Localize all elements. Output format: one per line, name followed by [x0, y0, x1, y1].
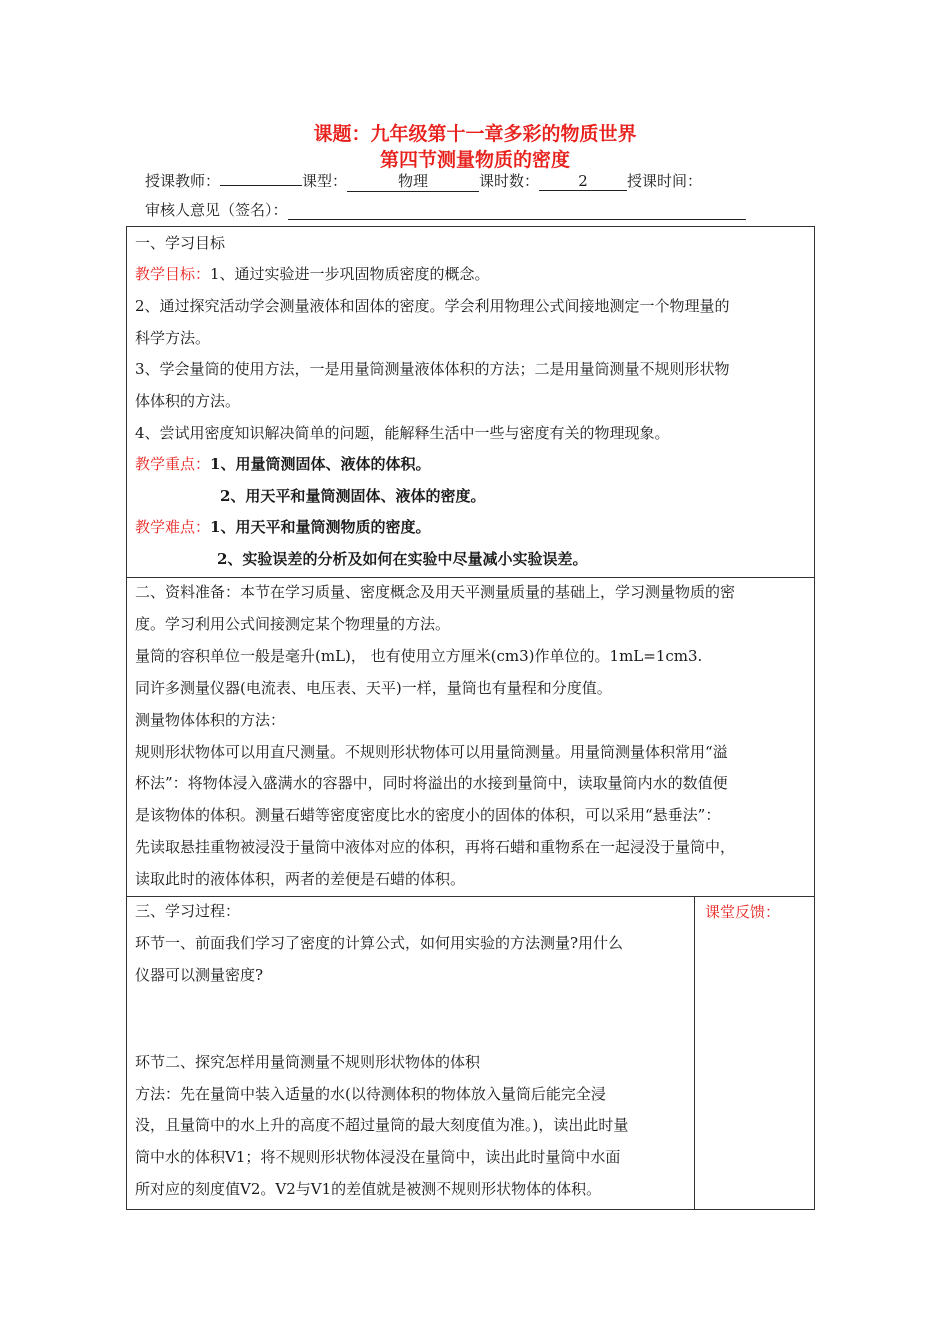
- section2-line-3: 量筒的容积单位一般是毫升(mL)， 也有使用立方厘米(cm3)作单位的。1mL=1cm3.: [135, 647, 703, 665]
- type-label: 课型：: [302, 172, 348, 190]
- goal4-line: 4、尝试用密度知识解决简单的问题，能解释生活中一些与密度有关的物理现象。: [135, 424, 670, 442]
- method-line-1: 方法：先在量筒中装入适量的水(以待测体积的物体放入量筒后能完全浸: [135, 1085, 606, 1103]
- goal3-line-b: 体体积的方法。: [135, 392, 241, 410]
- link2-line: 环节二、探究怎样用量筒测量不规则形状物体的体积: [135, 1053, 481, 1071]
- section3-heading: 三、学习过程：: [135, 902, 241, 920]
- review-row: [145, 199, 746, 220]
- section2-line-8: 是该物体的体积。测量石蜡等密度密度比水的密度小的固体的体积，可以采用“悬垂法”：: [135, 806, 721, 824]
- method-line-2: 没，且量筒中的水上升的高度不超过量筒的最大刻度值为准。)，读出此时量: [135, 1116, 629, 1134]
- hours-label: 课时数：: [479, 172, 540, 190]
- goal2-line-a: 2、通过探究活动学会测量液体和固体的密度。学会利用物理公式间接地测定一个物理量的: [135, 297, 730, 315]
- difficulty-label: 教学难点：: [135, 518, 211, 536]
- section2-line-10: 读取此时的液体体积，两者的差便是石蜡的体积。: [135, 870, 466, 888]
- goal-row: 教学目标：1、通过实验进一步巩固物质密度的概念。: [135, 265, 490, 283]
- title-line-2: 第四节测量物质的密度: [379, 149, 570, 171]
- goal3-line-a: 3、学会量筒的使用方法，一是用量筒测量液体体积的方法；二是用量筒测量不规则形状物: [135, 360, 730, 378]
- section2-line-9: 先读取悬挂重物被浸没于量筒中液体对应的体积，再将石蜡和重物系在一起浸没于量筒中，: [135, 838, 736, 856]
- method-line-4: 所对应的刻度值V2。V2与V1的差值就是被测不规则形状物体的体积。: [135, 1180, 602, 1198]
- teacher-label: 授课教师：: [145, 172, 221, 190]
- section2-line-6: 规则形状物体可以用直尺测量。不规则形状物体可以用量筒测量。用量筒测量体积常用“溢: [135, 743, 728, 761]
- section2-line-4: 同许多测量仪器(电流表、电压表、天平)一样，量筒也有量程和分度值。: [135, 679, 612, 697]
- section2-line-1: 二、资料准备：本节在学习质量、密度概念及用天平测量质量的基础上，学习测量物质的密: [135, 583, 736, 601]
- teacher-field: [220, 185, 302, 186]
- row-divider-2: [127, 896, 814, 897]
- hours-field: 2: [539, 172, 627, 191]
- row-divider-1: [127, 577, 814, 578]
- link1-line-b: 仪器可以测量密度?: [135, 966, 264, 984]
- goal-label: 教学目标：: [135, 265, 211, 283]
- section2-line-2: 度。学习利用公式间接测定某个物理量的方法。: [135, 615, 451, 633]
- section1-heading: 一、学习目标: [135, 234, 226, 252]
- title-line-1: 课题：九年级第十一章多彩的物质世界: [313, 123, 637, 145]
- method-line-3: 筒中水的体积V1；将不规则形状物体浸没在量筒中，读出此时量筒中水面: [135, 1148, 621, 1166]
- review-label: 审核人意见（签名）：: [145, 201, 288, 219]
- difficulty2-line: 2、实验误差的分析及如何在实验中尽量减小实验误差。: [217, 550, 588, 568]
- column-divider: [694, 896, 695, 1209]
- difficulty-row: 教学难点：1、用天平和量筒测物质的密度。: [135, 518, 431, 536]
- key-row: 教学重点：1、用量筒测固体、液体的体积。: [135, 455, 431, 473]
- key-label: 教学重点：: [135, 455, 211, 473]
- key2-line: 2、用天平和量筒测固体、液体的密度。: [220, 487, 486, 505]
- section2-line-5: 测量物体体积的方法：: [135, 711, 286, 729]
- section2-line-7: 杯法”：将物体浸入盛满水的容器中，同时将溢出的水接到量筒中，读取量筒内水的数值便: [135, 774, 728, 792]
- link1-line-a: 环节一、前面我们学习了密度的计算公式，如何用实验的方法测量?用什么: [135, 934, 624, 952]
- course-info-row: [145, 170, 702, 192]
- type-field: 物理: [347, 170, 479, 192]
- time-label: 授课时间：: [627, 172, 703, 190]
- classroom-feedback-label: 课堂反馈：: [705, 903, 781, 921]
- goal2-line-b: 科学方法。: [135, 329, 211, 347]
